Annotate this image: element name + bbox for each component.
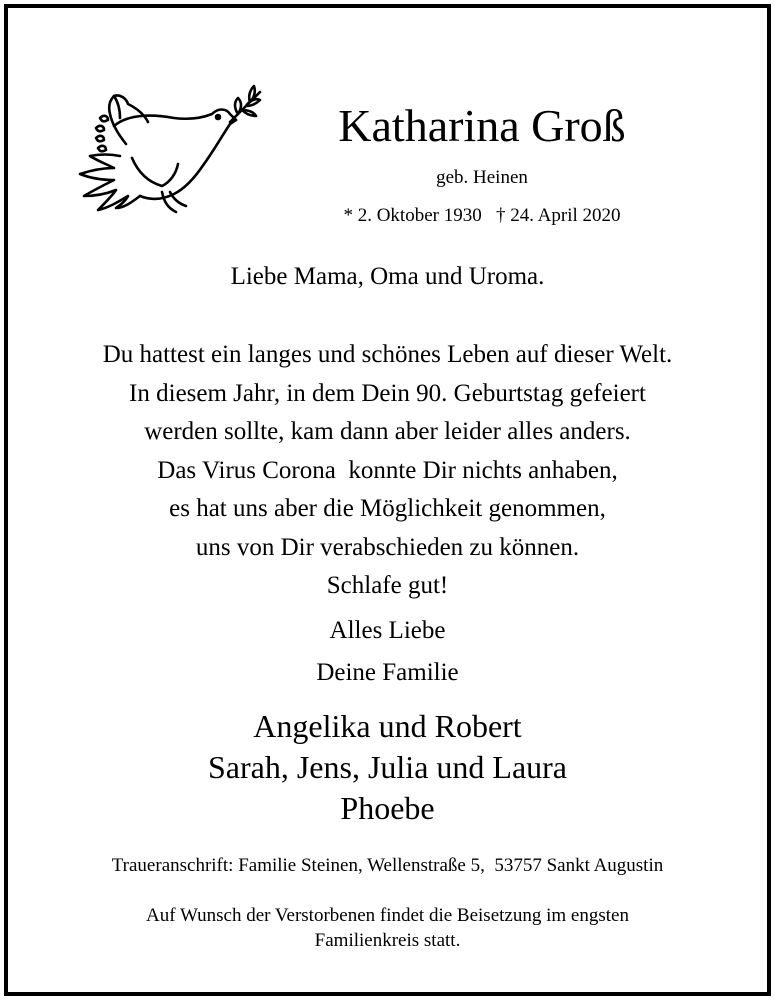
dove-with-olive-branch-icon [66,84,266,224]
message-line: es hat uns aber die Möglichkeit genommen, [169,495,606,522]
salutation: Liebe Mama, Oma und Uroma. [230,263,545,290]
family-name-line: Angelika und Robert [253,708,522,744]
closing-block [0,610,775,694]
message-line: werden sollte, kam dann aber leider alles anders. [144,418,631,445]
family-name-line: Phoebe [340,790,435,826]
life-dates: * 2. Oktober 1930 † 24. April 2020 [343,205,621,226]
family-name-line: Sarah, Jens, Julia und Laura [207,749,567,785]
message-line: Das Virus Corona konnte Dir nichts anhaben, [157,456,618,484]
family-names [0,706,775,829]
closing-line: Alles Liebe [329,617,446,644]
message-block [0,336,775,606]
message-line: In diesem Jahr, in dem Dein 90. Geburtstag gefeiert [129,379,646,407]
burial-note [0,903,775,953]
note-line: Auf Wunsch der Verstorbenen findet die Beisetzung im engsten [146,905,629,926]
closing-signature: Deine Familie [316,659,459,686]
deceased-name: Katharina Groß [338,100,626,151]
message-line: Schlafe gut! [326,572,449,599]
message-line: uns von Dir verabschieden zu können. [195,533,580,561]
mourning-address: Traueranschrift: Familie Steinen, Wellenstraße 5, 53757 Sankt Augustin [111,855,664,876]
message-line: Du hattest ein langes und schönes Leben auf dieser Welt. [102,341,673,368]
maiden-name: geb. Heinen [436,167,528,188]
note-line: Familienkreis statt. [314,930,461,951]
